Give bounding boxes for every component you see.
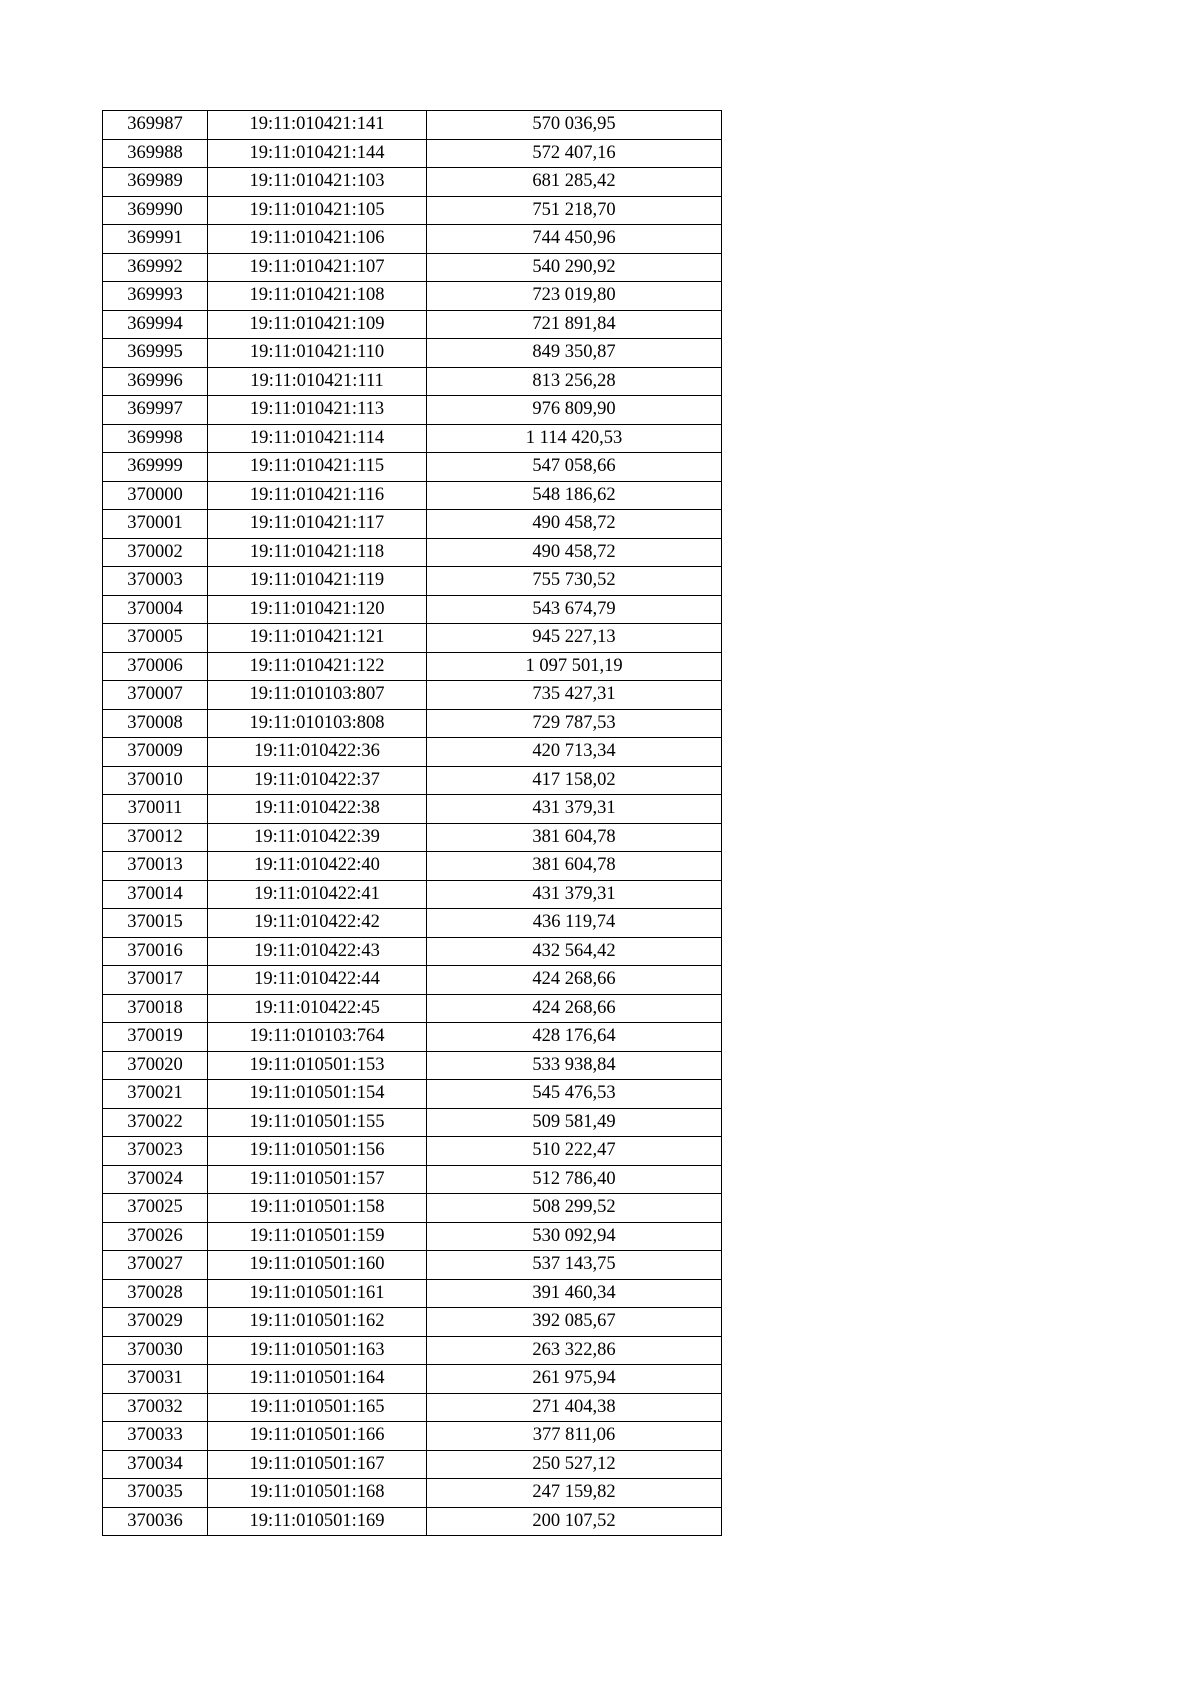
table-row (103, 339, 722, 368)
cadastral-number-cell: 19:11:010501:160 (208, 1251, 427, 1280)
table-row (103, 168, 722, 197)
row-number-cell: 370017 (103, 966, 208, 995)
cadastral-value-cell: 744 450,96 (427, 225, 722, 254)
cadastral-number-cell: 19:11:010501:157 (208, 1165, 427, 1194)
cadastral-value-cell: 681 285,42 (427, 168, 722, 197)
table-row (103, 111, 722, 140)
cadastral-number-cell: 19:11:010421:118 (208, 538, 427, 567)
cadastral-value-cell: 490 458,72 (427, 538, 722, 567)
row-number-cell: 370035 (103, 1479, 208, 1508)
cadastral-number-cell: 19:11:010421:120 (208, 595, 427, 624)
cadastral-number-cell: 19:11:010501:163 (208, 1336, 427, 1365)
cadastral-value-cell: 1 114 420,53 (427, 424, 722, 453)
cadastral-number-cell: 19:11:010421:110 (208, 339, 427, 368)
cadastral-value-cell: 545 476,53 (427, 1080, 722, 1109)
row-number-cell: 370023 (103, 1137, 208, 1166)
table-row (103, 396, 722, 425)
row-number-cell: 369999 (103, 453, 208, 482)
cadastral-value-cell: 247 159,82 (427, 1479, 722, 1508)
table-row (103, 909, 722, 938)
cadastral-value-cell: 391 460,34 (427, 1279, 722, 1308)
row-number-cell: 370031 (103, 1365, 208, 1394)
table-row (103, 1336, 722, 1365)
cadastral-number-cell: 19:11:010501:167 (208, 1450, 427, 1479)
cadastral-value-cell: 735 427,31 (427, 681, 722, 710)
cadastral-value-cell: 381 604,78 (427, 823, 722, 852)
row-number-cell: 370019 (103, 1023, 208, 1052)
row-number-cell: 370008 (103, 709, 208, 738)
table-row (103, 1080, 722, 1109)
table-row (103, 310, 722, 339)
cadastral-value-cell: 723 019,80 (427, 282, 722, 311)
cadastral-value-cell: 540 290,92 (427, 253, 722, 282)
cadastral-number-cell: 19:11:010103:764 (208, 1023, 427, 1052)
cadastral-value-cell: 377 811,06 (427, 1422, 722, 1451)
table-row (103, 1279, 722, 1308)
table-row (103, 795, 722, 824)
cadastral-value-cell: 530 092,94 (427, 1222, 722, 1251)
cadastral-value-cell: 572 407,16 (427, 139, 722, 168)
table-row (103, 766, 722, 795)
cadastral-number-cell: 19:11:010501:153 (208, 1051, 427, 1080)
cadastral-number-cell: 19:11:010103:808 (208, 709, 427, 738)
table-row (103, 1422, 722, 1451)
cadastral-value-table (102, 110, 722, 1536)
cadastral-value-cell: 533 938,84 (427, 1051, 722, 1080)
cadastral-number-cell: 19:11:010501:162 (208, 1308, 427, 1337)
cadastral-number-cell: 19:11:010421:144 (208, 139, 427, 168)
cadastral-value-cell: 381 604,78 (427, 852, 722, 881)
table-row (103, 538, 722, 567)
cadastral-number-cell: 19:11:010422:36 (208, 738, 427, 767)
cadastral-number-cell: 19:11:010501:165 (208, 1393, 427, 1422)
cadastral-number-cell: 19:11:010501:158 (208, 1194, 427, 1223)
table-row (103, 253, 722, 282)
row-number-cell: 369987 (103, 111, 208, 140)
cadastral-value-cell: 424 268,66 (427, 966, 722, 995)
row-number-cell: 369993 (103, 282, 208, 311)
cadastral-number-cell: 19:11:010501:168 (208, 1479, 427, 1508)
cadastral-number-cell: 19:11:010421:108 (208, 282, 427, 311)
cadastral-number-cell: 19:11:010421:105 (208, 196, 427, 225)
cadastral-number-cell: 19:11:010421:116 (208, 481, 427, 510)
table-row (103, 823, 722, 852)
cadastral-value-cell: 976 809,90 (427, 396, 722, 425)
row-number-cell: 369990 (103, 196, 208, 225)
cadastral-number-cell: 19:11:010501:164 (208, 1365, 427, 1394)
cadastral-number-cell: 19:11:010422:41 (208, 880, 427, 909)
table-row (103, 1137, 722, 1166)
cadastral-number-cell: 19:11:010501:161 (208, 1279, 427, 1308)
row-number-cell: 370003 (103, 567, 208, 596)
cadastral-number-cell: 19:11:010421:111 (208, 367, 427, 396)
cadastral-value-cell: 432 564,42 (427, 937, 722, 966)
table-row (103, 852, 722, 881)
table-row (103, 1222, 722, 1251)
table-row (103, 367, 722, 396)
cadastral-number-cell: 19:11:010422:39 (208, 823, 427, 852)
cadastral-number-cell: 19:11:010103:807 (208, 681, 427, 710)
row-number-cell: 370013 (103, 852, 208, 881)
cadastral-value-cell: 510 222,47 (427, 1137, 722, 1166)
row-number-cell: 370024 (103, 1165, 208, 1194)
cadastral-number-cell: 19:11:010421:109 (208, 310, 427, 339)
cadastral-number-cell: 19:11:010421:115 (208, 453, 427, 482)
row-number-cell: 370029 (103, 1308, 208, 1337)
table-row (103, 1023, 722, 1052)
table-row (103, 139, 722, 168)
table-row (103, 1251, 722, 1280)
table-row (103, 966, 722, 995)
row-number-cell: 370036 (103, 1507, 208, 1536)
table-row (103, 994, 722, 1023)
cadastral-number-cell: 19:11:010421:121 (208, 624, 427, 653)
table-row (103, 880, 722, 909)
cadastral-value-cell: 509 581,49 (427, 1108, 722, 1137)
cadastral-number-cell: 19:11:010421:117 (208, 510, 427, 539)
cadastral-number-cell: 19:11:010422:44 (208, 966, 427, 995)
row-number-cell: 369988 (103, 139, 208, 168)
row-number-cell: 369994 (103, 310, 208, 339)
cadastral-value-cell: 250 527,12 (427, 1450, 722, 1479)
cadastral-number-cell: 19:11:010421:106 (208, 225, 427, 254)
table-row (103, 1165, 722, 1194)
table-row (103, 225, 722, 254)
table-row (103, 681, 722, 710)
table-row (103, 1450, 722, 1479)
table-row (103, 1393, 722, 1422)
table-row (103, 709, 722, 738)
cadastral-number-cell: 19:11:010422:40 (208, 852, 427, 881)
cadastral-number-cell: 19:11:010422:38 (208, 795, 427, 824)
cadastral-number-cell: 19:11:010421:122 (208, 652, 427, 681)
table-row (103, 567, 722, 596)
table-row (103, 481, 722, 510)
row-number-cell: 370026 (103, 1222, 208, 1251)
table-body (103, 111, 722, 1536)
cadastral-value-cell: 1 097 501,19 (427, 652, 722, 681)
row-number-cell: 370022 (103, 1108, 208, 1137)
cadastral-value-cell: 729 787,53 (427, 709, 722, 738)
cadastral-number-cell: 19:11:010501:155 (208, 1108, 427, 1137)
cadastral-value-cell: 420 713,34 (427, 738, 722, 767)
cadastral-value-cell: 548 186,62 (427, 481, 722, 510)
row-number-cell: 370021 (103, 1080, 208, 1109)
cadastral-number-cell: 19:11:010422:37 (208, 766, 427, 795)
cadastral-value-cell: 570 036,95 (427, 111, 722, 140)
table-row (103, 652, 722, 681)
cadastral-value-cell: 751 218,70 (427, 196, 722, 225)
cadastral-value-cell: 849 350,87 (427, 339, 722, 368)
table-row (103, 595, 722, 624)
cadastral-value-cell: 431 379,31 (427, 795, 722, 824)
cadastral-value-cell: 200 107,52 (427, 1507, 722, 1536)
row-number-cell: 370015 (103, 909, 208, 938)
row-number-cell: 370009 (103, 738, 208, 767)
cadastral-number-cell: 19:11:010421:103 (208, 168, 427, 197)
cadastral-number-cell: 19:11:010421:107 (208, 253, 427, 282)
cadastral-number-cell: 19:11:010501:159 (208, 1222, 427, 1251)
row-number-cell: 370034 (103, 1450, 208, 1479)
row-number-cell: 370004 (103, 595, 208, 624)
table-row (103, 453, 722, 482)
row-number-cell: 369998 (103, 424, 208, 453)
cadastral-value-cell: 547 058,66 (427, 453, 722, 482)
row-number-cell: 370011 (103, 795, 208, 824)
cadastral-number-cell: 19:11:010501:166 (208, 1422, 427, 1451)
row-number-cell: 370012 (103, 823, 208, 852)
row-number-cell: 369989 (103, 168, 208, 197)
cadastral-value-cell: 490 458,72 (427, 510, 722, 539)
row-number-cell: 370018 (103, 994, 208, 1023)
cadastral-value-cell: 263 322,86 (427, 1336, 722, 1365)
cadastral-number-cell: 19:11:010501:154 (208, 1080, 427, 1109)
row-number-cell: 370002 (103, 538, 208, 567)
cadastral-number-cell: 19:11:010501:156 (208, 1137, 427, 1166)
cadastral-value-cell: 392 085,67 (427, 1308, 722, 1337)
row-number-cell: 370000 (103, 481, 208, 510)
row-number-cell: 370027 (103, 1251, 208, 1280)
cadastral-value-cell: 755 730,52 (427, 567, 722, 596)
table-row (103, 196, 722, 225)
row-number-cell: 370025 (103, 1194, 208, 1223)
table-row (103, 1308, 722, 1337)
row-number-cell: 370020 (103, 1051, 208, 1080)
table-row (103, 1051, 722, 1080)
cadastral-number-cell: 19:11:010421:119 (208, 567, 427, 596)
cadastral-value-cell: 271 404,38 (427, 1393, 722, 1422)
row-number-cell: 370033 (103, 1422, 208, 1451)
row-number-cell: 370014 (103, 880, 208, 909)
row-number-cell: 370032 (103, 1393, 208, 1422)
row-number-cell: 369996 (103, 367, 208, 396)
table-row (103, 510, 722, 539)
table-row (103, 282, 722, 311)
cadastral-value-cell: 424 268,66 (427, 994, 722, 1023)
cadastral-value-cell: 813 256,28 (427, 367, 722, 396)
cadastral-value-cell: 512 786,40 (427, 1165, 722, 1194)
cadastral-number-cell: 19:11:010501:169 (208, 1507, 427, 1536)
row-number-cell: 369991 (103, 225, 208, 254)
cadastral-value-cell: 261 975,94 (427, 1365, 722, 1394)
table-row (103, 1479, 722, 1508)
cadastral-number-cell: 19:11:010421:113 (208, 396, 427, 425)
row-number-cell: 370007 (103, 681, 208, 710)
cadastral-number-cell: 19:11:010422:43 (208, 937, 427, 966)
row-number-cell: 370006 (103, 652, 208, 681)
cadastral-value-cell: 945 227,13 (427, 624, 722, 653)
table-row (103, 1194, 722, 1223)
table-row (103, 424, 722, 453)
row-number-cell: 369997 (103, 396, 208, 425)
cadastral-value-cell: 543 674,79 (427, 595, 722, 624)
row-number-cell: 370001 (103, 510, 208, 539)
cadastral-number-cell: 19:11:010421:141 (208, 111, 427, 140)
row-number-cell: 370010 (103, 766, 208, 795)
cadastral-value-cell: 436 119,74 (427, 909, 722, 938)
cadastral-number-cell: 19:11:010422:42 (208, 909, 427, 938)
table-row (103, 1108, 722, 1137)
row-number-cell: 370016 (103, 937, 208, 966)
cadastral-number-cell: 19:11:010422:45 (208, 994, 427, 1023)
cadastral-value-cell: 508 299,52 (427, 1194, 722, 1223)
cadastral-value-cell: 537 143,75 (427, 1251, 722, 1280)
cadastral-value-cell: 721 891,84 (427, 310, 722, 339)
row-number-cell: 369995 (103, 339, 208, 368)
cadastral-value-cell: 428 176,64 (427, 1023, 722, 1052)
cadastral-number-cell: 19:11:010421:114 (208, 424, 427, 453)
row-number-cell: 369992 (103, 253, 208, 282)
table-row (103, 624, 722, 653)
cadastral-value-cell: 431 379,31 (427, 880, 722, 909)
cadastral-value-cell: 417 158,02 (427, 766, 722, 795)
table-row (103, 1507, 722, 1536)
row-number-cell: 370028 (103, 1279, 208, 1308)
table-row (103, 1365, 722, 1394)
table-row (103, 738, 722, 767)
row-number-cell: 370005 (103, 624, 208, 653)
row-number-cell: 370030 (103, 1336, 208, 1365)
table-row (103, 937, 722, 966)
